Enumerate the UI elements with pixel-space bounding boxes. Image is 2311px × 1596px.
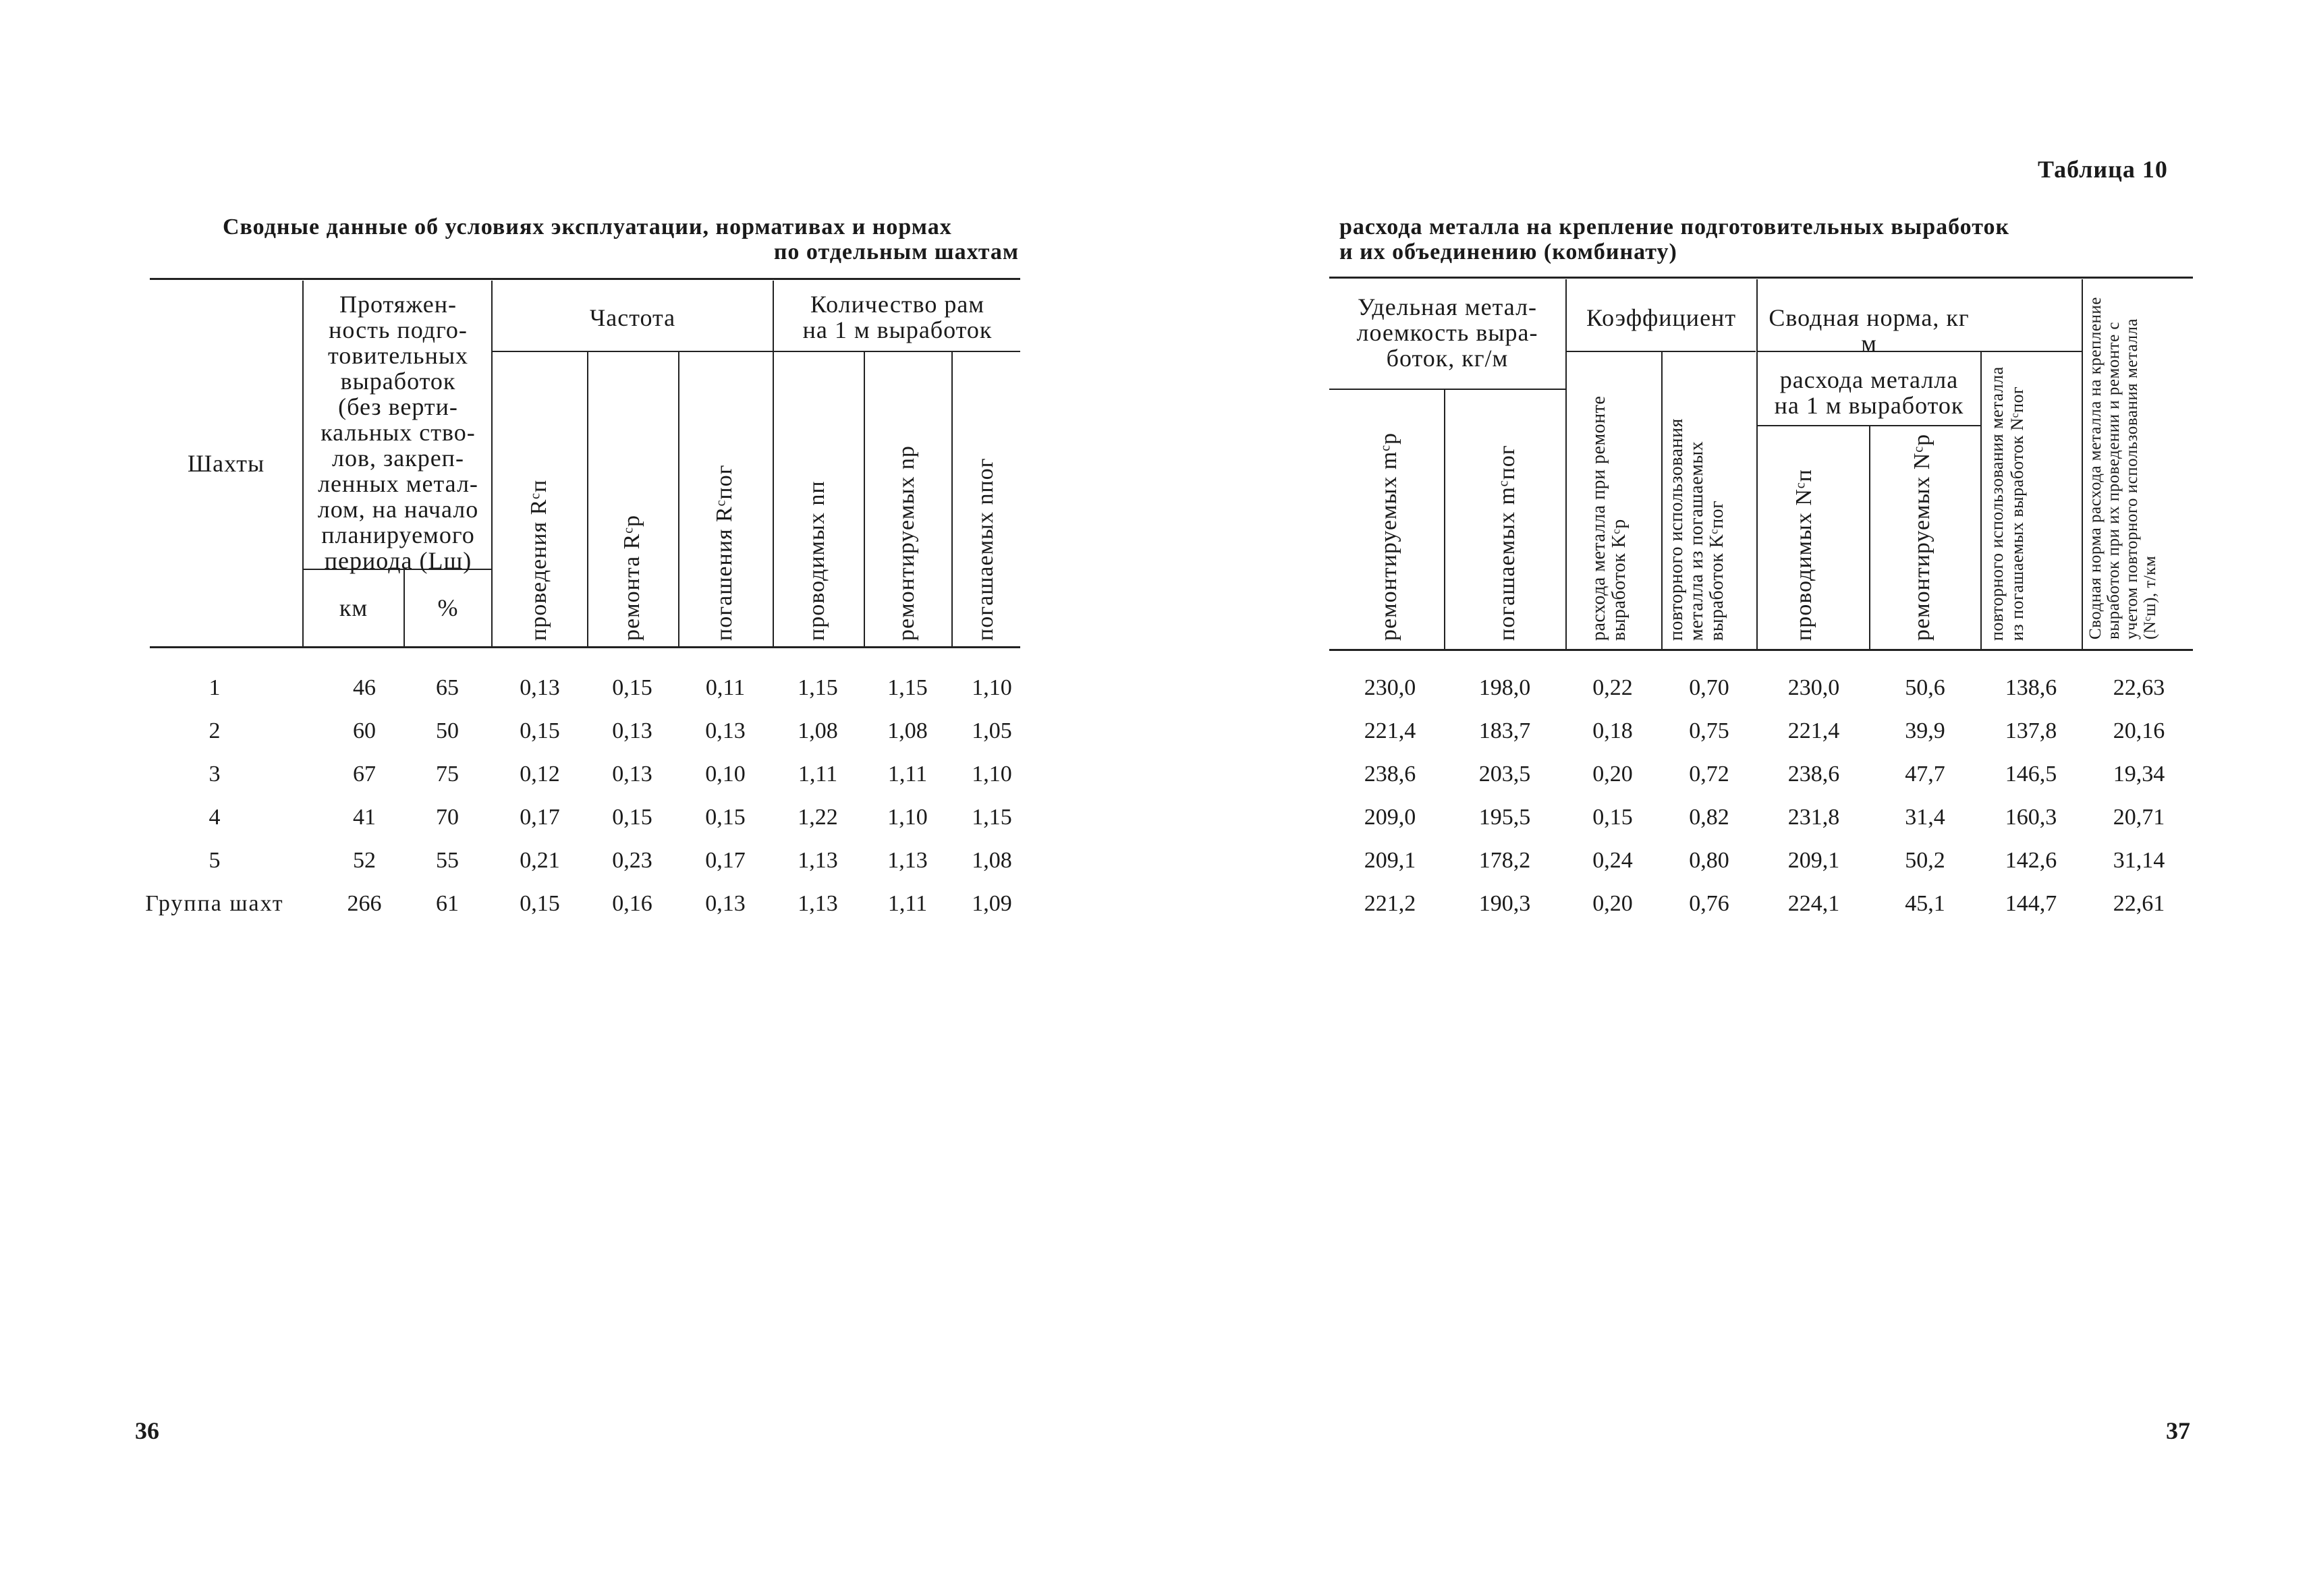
right-table-cell: 0,72: [1689, 762, 1729, 787]
right-table-cell: 221,4: [1787, 718, 1840, 743]
left-table-cell: 1,08: [887, 718, 928, 743]
right-page-number: 37: [2166, 1417, 2190, 1444]
right-table-cell: 144,7: [2005, 891, 2057, 916]
right-table-cell: 39,9: [1905, 718, 1945, 743]
right-table-cell: 137,8: [2005, 718, 2057, 743]
header-frequency: Частота: [589, 304, 676, 331]
left-table-cell: 1,22: [798, 805, 838, 830]
left-table-cell: 46: [353, 675, 376, 700]
header-frames-0: проводимых nп: [804, 480, 829, 641]
header-length: Протяжен- ность подго- товительных выработок (без верти- кальных ство- лов, закреп- ленных метал- лом, на начало планируемого периода (Lш): [317, 291, 479, 574]
header-norm: Сводная норма, кг м: [1769, 304, 1970, 357]
right-table-cell: 195,5: [1478, 805, 1531, 830]
left-table-cell: 0,15: [612, 675, 652, 700]
header-norm-0: проводимых Nᶜп: [1791, 469, 1816, 641]
left-table-cell: 60: [353, 718, 376, 743]
header-coef-1: повторного использования металла из погашаемых выработок Kᶜпог: [1666, 418, 1727, 641]
right-table-cell: 230,0: [1787, 675, 1840, 700]
left-table-top-rule: [150, 278, 1020, 280]
left-table-cell: 0,15: [520, 891, 560, 916]
right-table-cell: 224,1: [1787, 891, 1840, 916]
left-row-label: 2: [208, 718, 221, 743]
right-table-cell: 31,4: [1905, 805, 1945, 830]
left-row-label: 3: [208, 762, 221, 787]
left-table-cell: 52: [353, 848, 376, 873]
right-table-cell: 0,22: [1592, 675, 1633, 700]
right-table-cell: 19,34: [2113, 762, 2165, 787]
left-table-cell: 0,16: [612, 891, 652, 916]
right-table-cell: 238,6: [1787, 762, 1840, 787]
left-table-cell: 55: [436, 848, 459, 873]
right-table-cell: 203,5: [1478, 762, 1531, 787]
left-table-cell: 50: [436, 718, 459, 743]
left-table-cell: 1,08: [798, 718, 838, 743]
right-table-cell: 230,0: [1364, 675, 1416, 700]
left-table-cell: 0,12: [520, 762, 560, 787]
left-table-cell: 1,13: [798, 891, 838, 916]
left-table-cell: 1,11: [887, 762, 928, 787]
left-table-cell: 67: [353, 762, 376, 787]
right-table-cell: 47,7: [1905, 762, 1945, 787]
right-table-cell: 0,82: [1689, 805, 1729, 830]
left-table-cell: 266: [347, 891, 382, 916]
left-table-cell: 1,11: [887, 891, 928, 916]
right-table-cell: 0,20: [1592, 762, 1633, 787]
left-table-cell: 1,10: [972, 675, 1012, 700]
header-specific-0: ремонтируемых mᶜр: [1376, 432, 1401, 641]
header-mines: Шахты: [187, 450, 265, 477]
header-coef: Коэффициент: [1586, 304, 1737, 331]
left-table-cell: 1,08: [972, 848, 1012, 873]
left-table-cell: 41: [353, 805, 376, 830]
left-row-label: 5: [208, 848, 221, 873]
header-coef-0: расхода металла при ремонте выработок Kᶜр: [1588, 395, 1630, 641]
left-table-cell: 0,10: [705, 762, 746, 787]
header-norm-1: ремонтируемых Nᶜр: [1910, 433, 1934, 641]
left-title-line1: Сводные данные об условиях эксплуатации, нормативах и нормах: [223, 215, 952, 239]
left-table-cell: 1,15: [798, 675, 838, 700]
left-table-cell: 0,13: [612, 762, 652, 787]
left-table-cell: 0,15: [705, 805, 746, 830]
left-table-cell: 61: [436, 891, 459, 916]
header-length-km: км: [339, 594, 368, 621]
left-table-cell: 0,13: [612, 718, 652, 743]
right-table-cell: 31,14: [2113, 848, 2165, 873]
header-frames-2: погашаемых nпог: [973, 457, 998, 641]
right-table-cell: 142,6: [2005, 848, 2057, 873]
left-row-label: 1: [208, 675, 221, 700]
left-table-cell: 1,13: [887, 848, 928, 873]
header-specific-1: погашаемых mᶜпог: [1495, 445, 1520, 641]
left-row-label: Группа шахт: [145, 891, 284, 916]
right-table-cell: 22,61: [2113, 891, 2165, 916]
header-frames-1: ремонтируемых nр: [894, 445, 919, 641]
table-label: Таблица 10: [2038, 156, 2168, 183]
right-table-cell: 146,5: [2005, 762, 2057, 787]
right-table-cell: 138,6: [2005, 675, 2057, 700]
right-table-cell: 0,20: [1592, 891, 1633, 916]
header-freq-0: проведения Rᶜп: [526, 479, 551, 641]
right-table-cell: 0,24: [1592, 848, 1633, 873]
left-table-cell: 0,17: [705, 848, 746, 873]
left-table-cell: 1,10: [887, 805, 928, 830]
left-table-cell: 75: [436, 762, 459, 787]
header-freq-1: ремонта Rᶜр: [619, 514, 644, 641]
header-length-pct: %: [437, 594, 459, 621]
right-title-line1: расхода металла на крепление подготовительных выработок: [1339, 215, 2010, 239]
left-row-label: 4: [208, 805, 221, 830]
header-specific: Удельная метал- лоемкость выра- боток, кг/м: [1356, 293, 1538, 372]
right-table-cell: 45,1: [1905, 891, 1945, 916]
left-title-line2: по отдельным шахтам: [773, 239, 1019, 264]
right-table-cell: 0,18: [1592, 718, 1633, 743]
right-table-cell: 209,1: [1787, 848, 1840, 873]
right-table-cell: 20,16: [2113, 718, 2165, 743]
left-table-header-rule: [150, 646, 1020, 648]
left-table-cell: 0,15: [520, 718, 560, 743]
left-table-cell: 0,15: [612, 805, 652, 830]
left-table-cell: 1,13: [798, 848, 838, 873]
header-summary: Сводная норма расхода металла на крепление выработок при их проведении и ремонте с учетом повторного использования металла (Nᶜш), т/км: [2086, 297, 2159, 639]
left-table-cell: 1,05: [972, 718, 1012, 743]
right-table-cell: 209,1: [1364, 848, 1416, 873]
right-table-cell: 20,71: [2113, 805, 2165, 830]
left-table-cell: 0,21: [520, 848, 560, 873]
right-table-cell: 0,70: [1689, 675, 1729, 700]
right-table-cell: 50,2: [1905, 848, 1945, 873]
left-table-cell: 70: [436, 805, 459, 830]
left-page-number: 36: [135, 1417, 159, 1444]
header-freq-2: погашения Rᶜпог: [712, 464, 737, 641]
right-table-cell: 178,2: [1478, 848, 1531, 873]
right-table-cell: 50,6: [1905, 675, 1945, 700]
left-table-cell: 0,13: [705, 718, 746, 743]
left-table-cell: 1,15: [972, 805, 1012, 830]
left-table-cell: 0,13: [705, 891, 746, 916]
left-table-cell: 1,15: [887, 675, 928, 700]
right-table-cell: 231,8: [1787, 805, 1840, 830]
right-table-cell: 0,76: [1689, 891, 1729, 916]
left-table-cell: 0,23: [612, 848, 652, 873]
right-table-cell: 238,6: [1364, 762, 1416, 787]
left-table-cell: 1,09: [972, 891, 1012, 916]
right-table-cell: 198,0: [1478, 675, 1531, 700]
right-table-cell: 221,4: [1364, 718, 1416, 743]
left-table-cell: 1,11: [798, 762, 838, 787]
right-table-cell: 160,3: [2005, 805, 2057, 830]
left-table-cell: 65: [436, 675, 459, 700]
right-table-cell: 0,15: [1592, 805, 1633, 830]
right-table-cell: 0,75: [1689, 718, 1729, 743]
left-table-cell: 0,13: [520, 675, 560, 700]
right-table-cell: 0,80: [1689, 848, 1729, 873]
right-table-cell: 190,3: [1478, 891, 1531, 916]
header-norm-reuse: повторного использования металла из погашаемых выработок Nᶜпог: [1987, 366, 2027, 641]
right-table-cell: 209,0: [1364, 805, 1416, 830]
right-table-cell: 183,7: [1478, 718, 1531, 743]
right-table-cell: 221,2: [1364, 891, 1416, 916]
right-title-line2: и их объединению (комбинату): [1339, 239, 1677, 264]
left-table-cell: 0,11: [705, 675, 746, 700]
header-frames: Количество рам на 1 м выработок: [802, 291, 993, 343]
left-table-cell: 0,17: [520, 805, 560, 830]
header-norm-sub: расхода металла на 1 м выработок: [1774, 366, 1964, 419]
left-table-cell: 1,10: [972, 762, 1012, 787]
right-table-cell: 22,63: [2113, 675, 2165, 700]
